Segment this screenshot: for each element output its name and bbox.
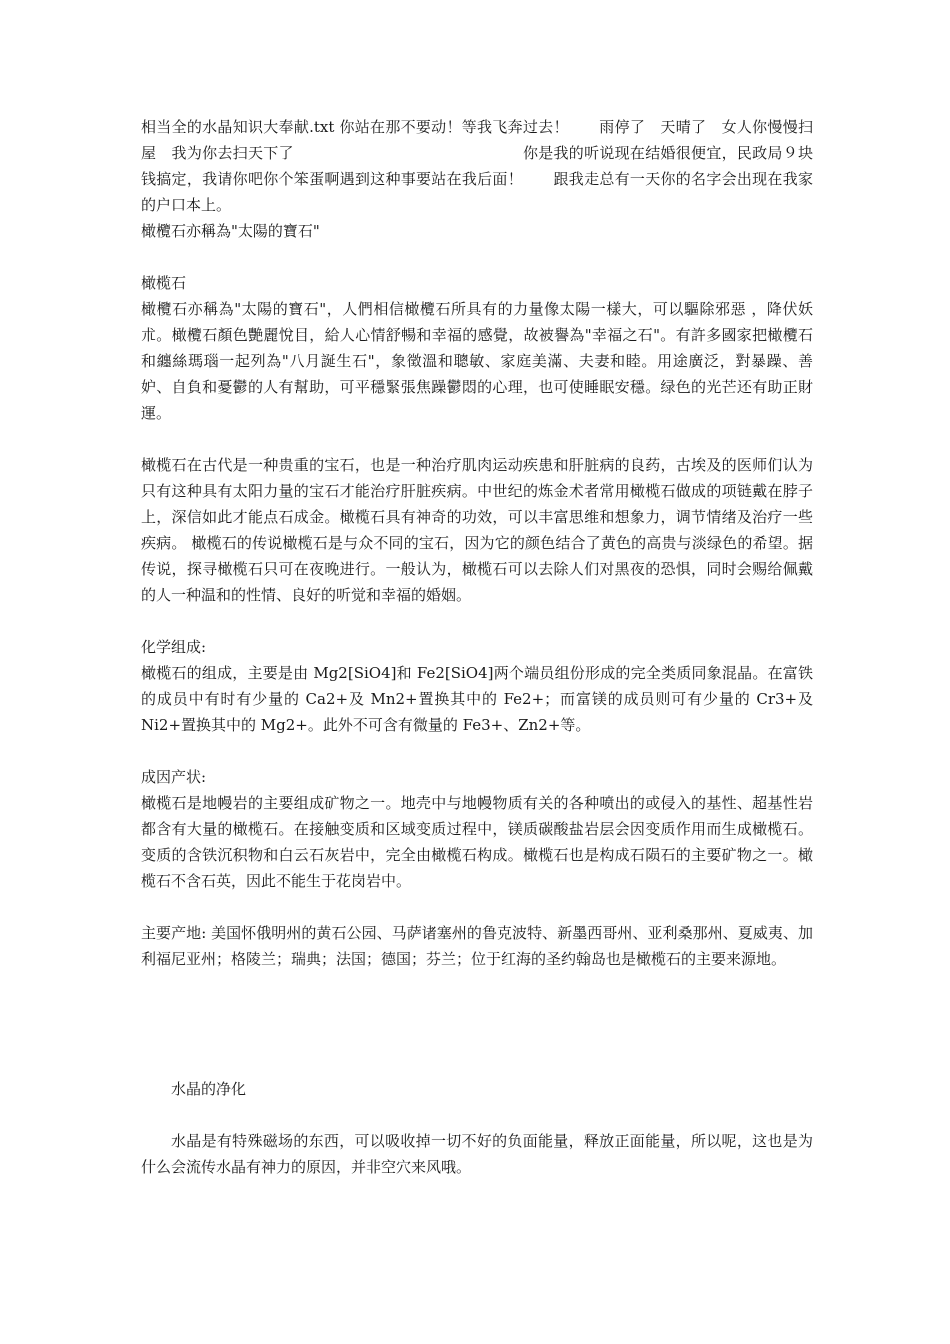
chemistry-paragraph: 橄榄石的组成，主要是由 Mg2[SiO4]和 Fe2[SiO4]两个端员组份形成的完全类质同象混晶。在富铁的成员中有时有少量的 Ca2+及 Mn2+置换其中的 Fe2+；而富镁的成员则可有少量的 Cr3+及 Ni2+置换其中的 Mg2+。此外不可含有微量的 Fe3+、Zn2+等。 <box>141 664 813 734</box>
purification-heading: 水晶的净化 <box>171 1080 247 1098</box>
spacer <box>141 426 813 452</box>
intro-paragraph: 相当全的水晶知识大奉献.txt 你站在那不要动！等我飞奔过去！ 雨停了 天晴了 女人你慢慢扫屋 我为你去扫天下了 你是我的听说现在结婚很便宜，民政局９块钱搞定，我请你吧你个笨蛋啊遇到这种事要站在我后面！ 跟我走总有一天你的名字会出现在我家的户口本上。 <box>141 118 813 214</box>
spacer <box>141 894 813 920</box>
locality-paragraph: 主要产地: 美国怀俄明州的黄石公园、马萨诸塞州的鲁克波特、新墨西哥州、亚利桑那州、夏威夷、加利福尼亚州；格陵兰；瑞典；法国；德国；芬兰；位于红海的圣约翰岛也是橄榄石的主要来源地。 <box>141 924 813 968</box>
document-body <box>141 114 813 1180</box>
paragraph-history: 橄榄石在古代是一种贵重的宝石，也是一种治疗肌肉运动疾患和肝脏病的良药，古埃及的医师们认为只有这种具有太阳力量的宝石才能治疗肝脏疾病。中世纪的炼金术者常用橄榄石做成的项链戴在脖子上，深信如此才能点石成金。橄榄石具有神奇的功效，可以丰富思维和想象力，调节情绪及治疗一些疾病。 橄榄石的传说橄榄石是与众不同的宝石，因为它的颜色结合了黄色的高贵与淡绿色的希望。据传说，探寻橄榄石只可在夜晚进行。一般认为，橄榄石可以去除人们对黑夜的恐惧，同时会赐给佩戴的人一种温和的性情、良好的听觉和幸福的婚姻。 <box>141 456 813 604</box>
origin-heading: 成因产状: <box>141 768 207 786</box>
origin-paragraph: 橄榄石是地幔岩的主要组成矿物之一。地壳中与地幔物质有关的各种喷出的或侵入的基性、超基性岩都含有大量的橄榄石。在接触变质和区域变质过程中，镁质碳酸盐岩层会因变质作用而生成橄榄石。变质的含铁沉积物和白云石灰岩中，完全由橄榄石构成。橄榄石也是构成石陨石的主要矿物之一。橄榄石不含石英，因此不能生于花岗岩中。 <box>141 794 813 890</box>
spacer <box>141 972 813 1076</box>
spacer <box>141 244 813 270</box>
purification-paragraph: 水晶是有特殊磁场的东西，可以吸收掉一切不好的负面能量，释放正面能量，所以呢，这也是为什么会流传水晶有神力的原因，并非空穴来风哦。 <box>141 1132 813 1176</box>
section-title: 橄榄石 <box>141 274 187 292</box>
paragraph-sun-stone: 橄欖石亦稱為"太陽的寶石"，人們相信橄欖石所具有的力量像太陽一樣大，可以驅除邪惡 ，降伏妖朮。橄欖石顏色艷麗悅目，給人心情舒暢和幸福的感覺，故被譽為"幸福之石"。有許多國家把橄欖石和纏絲瑪瑙一起列為"八月誕生石"，象徵溫和聰敏、家庭美滿、夫妻和睦。用途廣泛，對暴躁、善妒、自負和憂鬱的人有幫助，可平穩緊張焦躁鬱悶的心理，也可使睡眠安穩。绿色的光芒还有助正財運。 <box>141 300 813 422</box>
spacer <box>141 1102 813 1128</box>
spacer <box>141 738 813 764</box>
spacer <box>141 608 813 634</box>
chemistry-heading: 化学组成: <box>141 638 207 656</box>
subtitle-line: 橄欖石亦稱為"太陽的寶石" <box>141 222 320 240</box>
